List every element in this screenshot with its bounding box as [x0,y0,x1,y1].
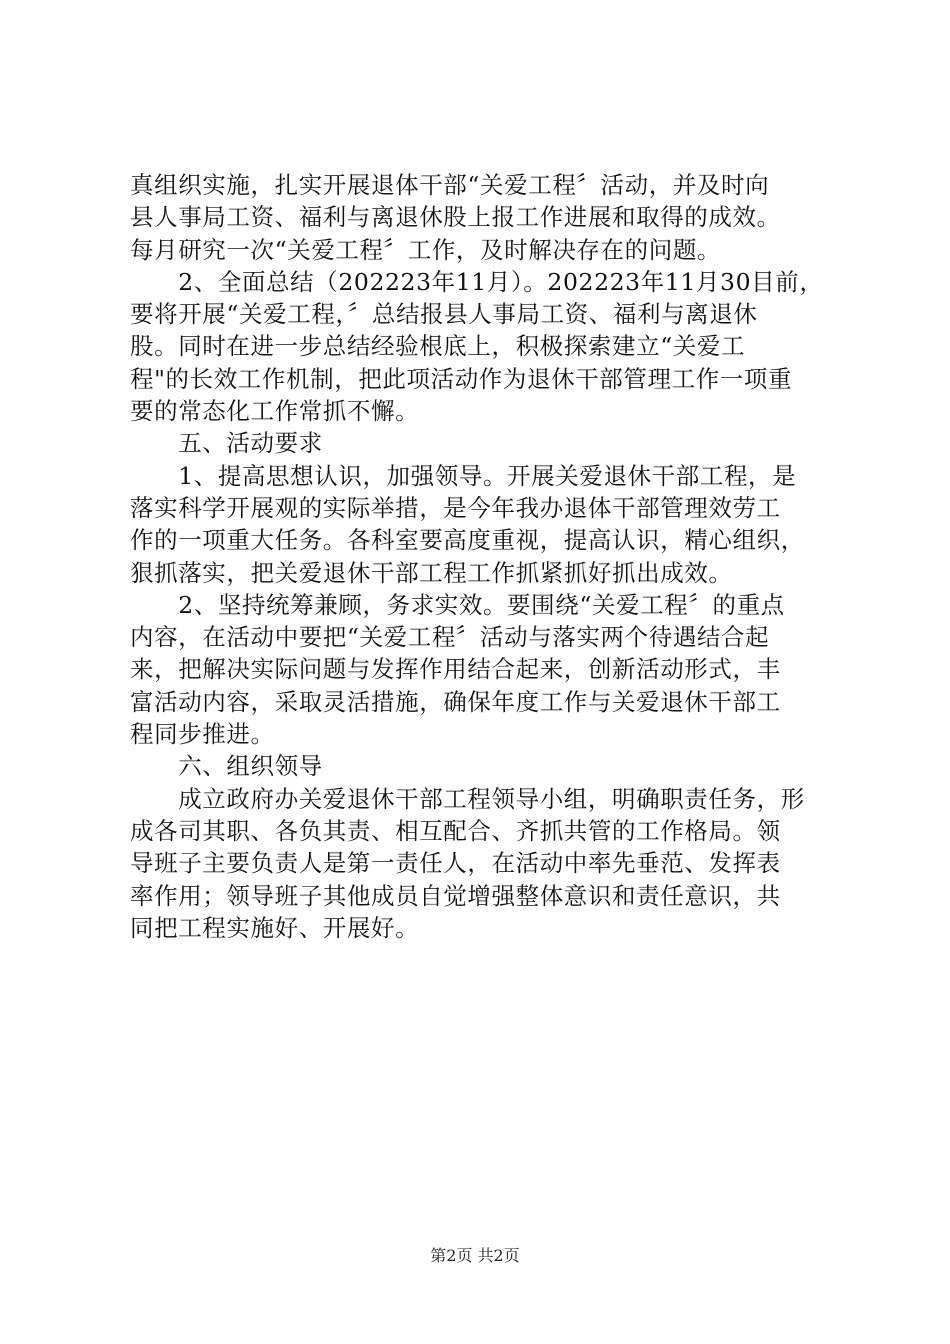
text-line: 作的一项重大任务。各科室要高度重视，提高认识，精心组织， [130,526,805,555]
text-line: 导班子主要负责人是第一责任人，在活动中率先垂范、发挥表 [130,849,781,878]
text-line: 富活动内容，采取灵活措施，确保年度工作与关爱退休干部工 [130,687,781,716]
text-line: 狠抓落实，把关爱退休干部工程工作抓紧抓好抓出成效。 [130,558,733,587]
text-line: 落实科学开展观的实际举措，是今年我办退体干部管理效劳工 [130,493,781,522]
text-line: 成立政府办关爱退休干部工程领导小组，明确职责任务，形 [130,784,805,813]
section-heading: 五、活动要求 [130,429,323,458]
text-line: 程同步推进。 [130,720,275,749]
document-body [130,169,830,944]
text-line: 成各司其职、各负其责、相互配合、齐抓共管的工作格局。领 [130,816,781,845]
text-line: 率作用；领导班子其他成员自觉增强整体意识和责任意识，共 [130,881,781,910]
text-line: 股。同时在进一步总结经验根底上，积极探索建立“关爱工 [130,332,746,361]
text-line: 程"的长效工作机制，把此项活动作为退休干部管理工作一项重 [130,364,793,393]
text-line: 来，把解决实际问题与发挥作用结合起来，创新活动形式，丰 [130,655,781,684]
text-line: 县人事局工资、福利与离退休股上报工作进展和取得的成效。 [130,203,781,232]
text-line: 2、坚持统筹兼顾，务求实效。要围绕“关爱工程〞的重点 [130,590,785,619]
text-line: 要的常态化工作常抓不懈。 [130,397,420,426]
text-line: 同把工程实施好、开展好。 [130,913,420,942]
text-line: 真组织实施，扎实开展退体干部“关爱工程〞活动，并及时向 [130,171,770,199]
text-line: 1、提高思想认识，加强领导。开展关爱退休干部工程，是 [130,461,797,490]
text-line: 2、全面总结（202223年11月）。202223年11月30目前， [130,267,824,296]
text-line: 每月研究一次“关爱工程〞工作，及时解决存在的问题。 [130,235,722,264]
text-line: 要将开展“关爱工程，〞总结报县人事局工资、福利与离退休 [130,300,758,329]
section-heading: 六、组织领导 [130,752,323,781]
text-line: 内容，在活动中要把“关爱工程〞活动与落实两个待遇结合起 [130,623,770,652]
page-footer: 第2页 共2页 [430,1246,520,1265]
